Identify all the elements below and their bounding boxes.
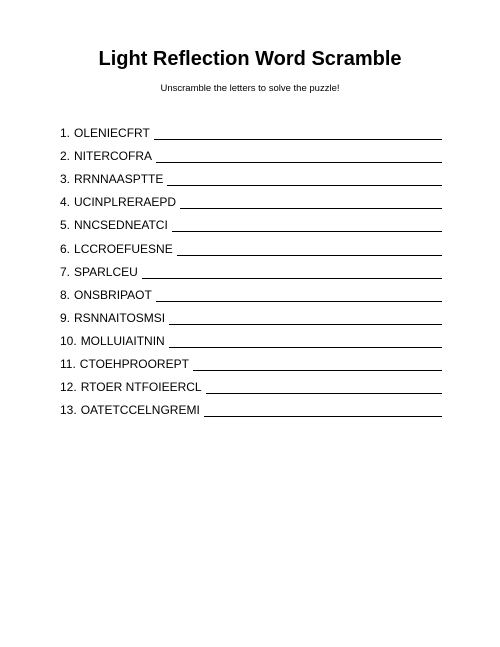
item-number: 8. (60, 287, 71, 302)
scramble-list (60, 120, 442, 420)
scrambled-word: RRNNAASPTTE (74, 172, 164, 187)
instructions: Unscramble the letters to solve the puzzle! (160, 83, 340, 94)
scramble-item (60, 143, 442, 166)
scramble-item (60, 282, 442, 305)
scrambled-word: OLENIECFRT (74, 126, 150, 141)
scrambled-word: SPARLCEU (74, 264, 138, 279)
scrambled-word: RSNNAITOSMSI (74, 310, 166, 325)
answer-line[interactable] (177, 241, 442, 256)
answer-line[interactable] (142, 264, 442, 279)
answer-line[interactable] (156, 287, 442, 302)
answer-line[interactable] (156, 148, 442, 163)
answer-line[interactable] (206, 379, 442, 394)
item-number: 1. (60, 126, 71, 141)
scramble-item (60, 166, 442, 189)
answer-line[interactable] (154, 125, 442, 140)
scramble-item (60, 189, 442, 212)
item-number: 11. (60, 357, 76, 372)
scrambled-word: NITERCOFRA (74, 149, 153, 164)
item-number: 6. (60, 241, 71, 256)
scrambled-word: OATETCCELNGREMI (80, 403, 200, 418)
answer-line[interactable] (204, 402, 442, 417)
scrambled-word: RTOER NTFOIEERCL (80, 380, 202, 395)
answer-line[interactable] (193, 356, 442, 371)
scrambled-word: CTOEHPROOREPT (79, 357, 189, 372)
scramble-item (60, 120, 442, 143)
page-title: Light Reflection Word Scramble (98, 48, 402, 70)
item-number: 3. (60, 172, 71, 187)
scramble-item (60, 212, 442, 235)
scramble-item (60, 397, 442, 420)
item-number: 7. (60, 264, 71, 279)
answer-line[interactable] (169, 333, 442, 348)
item-number: 2. (60, 149, 71, 164)
scramble-item (60, 259, 442, 282)
item-number: 4. (60, 195, 71, 210)
item-number: 12. (60, 380, 77, 395)
answer-line[interactable] (180, 194, 442, 209)
item-number: 13. (60, 403, 77, 418)
item-number: 10. (60, 333, 77, 348)
item-number: 5. (60, 218, 71, 233)
scramble-item (60, 235, 442, 258)
scramble-item (60, 374, 442, 397)
answer-line[interactable] (167, 171, 442, 186)
scramble-item (60, 328, 442, 351)
answer-line[interactable] (172, 217, 442, 232)
scrambled-word: ONSBRIPAOT (74, 287, 152, 302)
item-number: 9. (60, 310, 71, 325)
scrambled-word: NNCSEDNEATCI (74, 218, 168, 233)
scramble-item (60, 305, 442, 328)
scramble-item (60, 351, 442, 374)
scrambled-word: UCINPLRERAEPD (74, 195, 177, 210)
answer-line[interactable] (169, 310, 442, 325)
scrambled-word: LCCROEFUESNE (74, 241, 173, 256)
scrambled-word: MOLLUIAITNIN (80, 333, 165, 348)
